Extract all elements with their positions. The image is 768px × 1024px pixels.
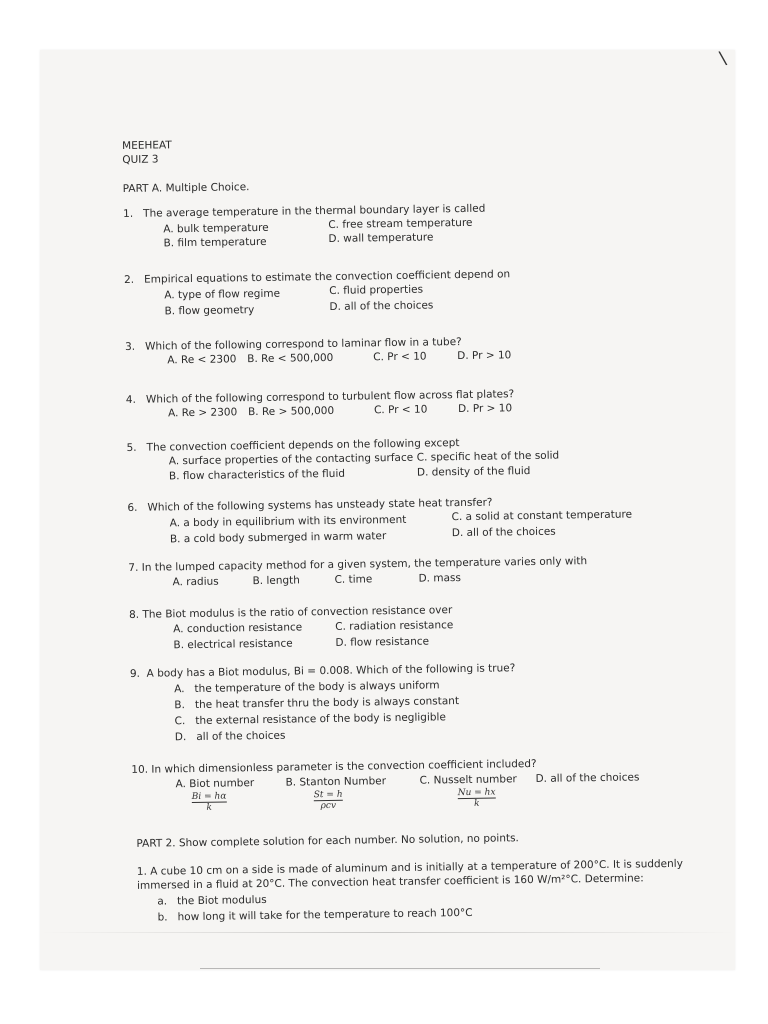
option-c: C. fluid properties [329,283,424,297]
option-a: A. surface properties of the contacting surface [168,451,414,468]
question-number: 2. [123,273,135,286]
option-c: C. a solid at constant temperature [451,508,633,524]
question-number: 5. [126,441,137,454]
question-number: 9. [129,667,141,680]
question-text: Which of the following systems has unsteady state heat transfer? [147,496,493,514]
question-text: A body has a Biot modulus, Bi = 0.008. Which of the following is true? [146,662,516,680]
option-c: C. time [334,573,373,586]
option-c: C. Nusselt number [419,773,517,787]
question-10 [131,756,692,824]
problem-1-line-2: immersed in a fluid at 20°C. The convection heat transfer coefficient is 160 W/m²°C. Determine: [136,872,644,892]
problem-1-item-b: b. how long it will take for the temperature to reach 100°C [157,906,473,924]
option-d: D. all of the choices [329,299,434,313]
option-d: D. flow resistance [335,635,430,649]
question-text: Which of the following correspond to laminar flow in a tube? [145,335,462,353]
option-d: D. wall temperature [328,231,434,245]
handwritten-stanton-formula: St = h ρcv [313,789,343,812]
question-number: 6. [127,501,138,514]
question-number: 7. [128,561,139,574]
question-text: The Biot modulus is the ratio of convection resistance over [142,604,453,621]
question-number: 1. [123,207,134,220]
option-d: D. all of the choices [535,771,640,785]
option-a: A. Biot number [175,777,255,791]
option-c: C. radiation resistance [335,619,454,633]
option-d: D. Pr > 10 [457,349,512,363]
question-text: In which dimensionless parameter is the convection coefficient included? [151,757,537,776]
option-a: A. Re > 2300 [167,406,238,420]
question-text: Empirical equations to estimate the convection coefficient depend on [144,268,511,286]
question-8 [128,601,690,652]
handwritten-biot-formula: Bi = hα k [191,791,227,814]
question-number: 4. [125,393,136,406]
option-b: B. flow characteristics of the fluid [168,467,346,483]
option-c: C. Pr < 10 [373,403,428,417]
option-c: C. the external resistance of the body is negligible [174,711,446,728]
option-a: A. a body in equilibrium with its environment [169,513,407,530]
option-a: A. conduction resistance [173,621,303,636]
question-6 [127,494,688,546]
question-9 [130,660,691,748]
option-a: A. radius [172,575,219,589]
question-number: 8. [128,608,140,621]
question-text: Which of the following correspond to turbulent flow across flat plates? [145,388,515,406]
option-d: D. all of the choices [451,525,556,540]
problem-1-line-1: 1. A cube 10 cm on a side is made of aluminum and is initially at a temperature of 200°C. It is suddenly [136,857,683,878]
course-code: MEEHEAT [122,139,172,152]
problem-1-item-a: a. the Biot modulus [157,893,267,908]
question-text: In the lumped capacity method for a given system, the temperature varies only with [141,555,588,574]
option-a: A. the temperature of the body is always uniform [174,679,440,696]
question-5 [126,434,687,482]
option-b: B. a cold body submerged in warm water [169,530,387,546]
option-a: A. bulk temperature [163,221,269,236]
question-text: The convection coefficient depends on the following except [146,437,460,454]
part-a-title: PART A. Multiple Choice. [122,181,250,196]
option-b: B. Re > 500,000 [247,404,335,419]
option-d: D. Pr > 10 [457,402,513,416]
question-text: The average temperature in the thermal boundary layer is called [143,202,486,220]
question-2 [123,266,685,318]
option-b: B. Re < 500,000 [247,351,334,366]
option-b: B. Stanton Number [285,775,387,789]
option-d: D. density of the fluid [416,464,531,479]
option-b: B. film temperature [163,235,267,250]
part-2-title: PART 2. Show complete solution for each number. No solution, no points. [136,832,519,850]
option-c: C. Pr < 10 [373,350,427,364]
option-b: B. flow geometry [164,304,255,318]
option-a: A. Re < 2300 [167,353,237,367]
quiz-content [122,132,683,924]
question-number: 3. [124,340,136,353]
question-1 [123,200,684,248]
option-c: C. specific heat of the solid [416,449,560,464]
quiz-title: QUIZ 3 [122,153,159,166]
option-b: B. electrical resistance [173,637,293,652]
page-edge-line [200,968,600,969]
option-d: D. all of the choices [174,729,286,744]
option-a: A. type of flow regime [164,287,281,302]
corner-pen-mark: \ [717,47,729,70]
handwritten-nusselt-formula: Nu = hx k [457,787,496,810]
page-fold-line [40,932,735,933]
question-number: 10. [131,763,149,776]
option-b: B. length [252,574,301,588]
option-d: D. mass [418,572,461,585]
option-c: C. free stream temperature [328,216,473,231]
option-b: B. the heat transfer thru the body is always constant [174,695,460,712]
